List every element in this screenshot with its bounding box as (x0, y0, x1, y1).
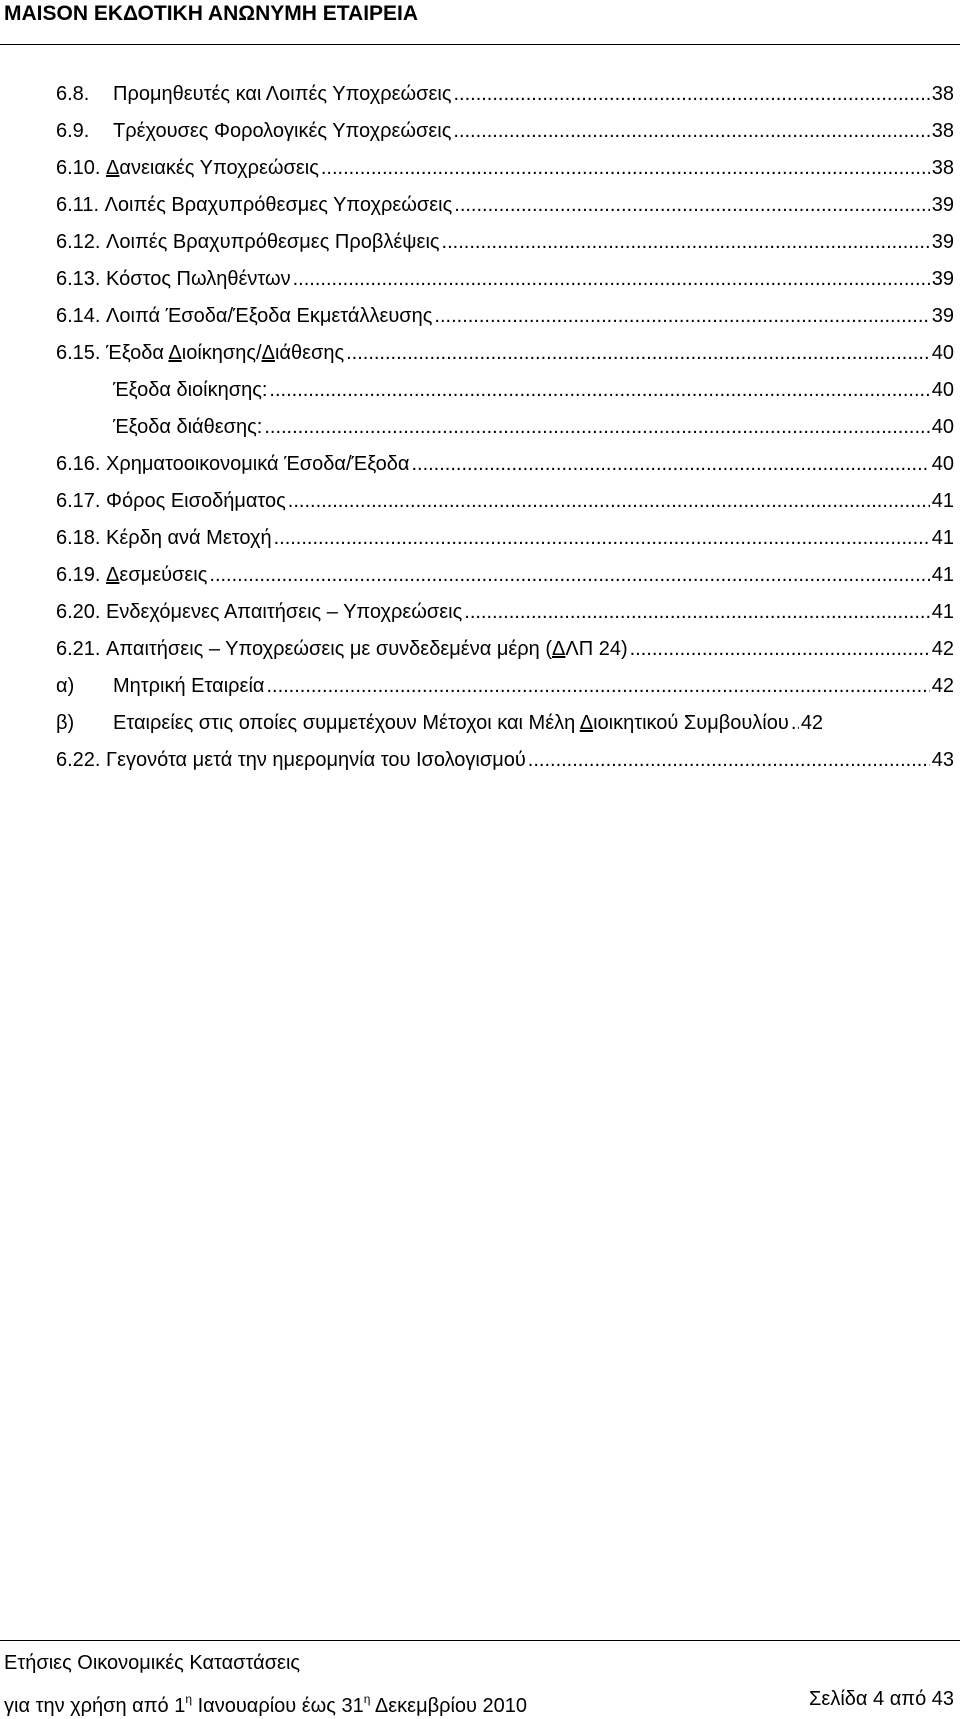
dot-leader (264, 409, 929, 446)
dot-leader (630, 631, 930, 668)
toc-entry[interactable] (56, 187, 954, 224)
toc-entry-title-part: ιοικητικού Συμβουλίου (593, 712, 789, 734)
toc-entry-title: Κέρδη ανά Μετοχή (106, 527, 272, 549)
dot-leader (288, 483, 930, 520)
toc-entry-title: Προμηθευτές και Λοιπές Υποχρεώσεις (113, 83, 452, 105)
toc-entry-number: 6.15. (56, 342, 107, 364)
toc-entry-number: 6.14. (56, 305, 107, 327)
toc-entry[interactable] (56, 76, 954, 113)
toc-entry-number: α) (56, 675, 75, 697)
toc-entry[interactable] (56, 335, 954, 372)
dot-leader (274, 520, 930, 557)
footer-report-title: Ετήσιες Οικονομικές Καταστάσεις (4, 1652, 301, 1674)
toc-entry[interactable] (56, 224, 954, 261)
dot-leader (411, 446, 929, 483)
toc-entry-page: 41 (931, 601, 954, 623)
company-name: MAISON ΕΚΔΟΤΙΚΗ ΑΝΩΝΥΜΗ ΕΤΑΙΡΕΙΑ (4, 2, 419, 25)
toc-entry-number: 6.13. (56, 268, 107, 290)
toc-entry-number: 6.10. (56, 157, 107, 179)
toc-entry-page: 42 (931, 638, 954, 660)
underlined-letter: Δ (261, 342, 275, 364)
underlined-letter: Δ (168, 342, 182, 364)
toc-entry-title (106, 150, 319, 187)
page-footer (0, 1640, 960, 1717)
toc-entry-title: Λοιπές Βραχυπρόθεσμες Προβλέψεις (106, 231, 440, 253)
toc-entry[interactable] (56, 261, 954, 298)
toc-entry[interactable] (56, 113, 954, 150)
dot-leader (442, 224, 930, 261)
dot-leader (293, 261, 930, 298)
toc-entry-page: 40 (931, 416, 954, 438)
toc-entry-title: Έξοδα διοίκησης: (113, 379, 268, 401)
dot-leader (209, 557, 929, 594)
dot-leader (346, 335, 930, 372)
toc-entry-page: 39 (931, 194, 954, 216)
dot-leader (464, 594, 929, 631)
footer-period-part: Δεκεμβρίου 2010 (370, 1695, 528, 1717)
toc-entry-title: Γεγονότα μετά την ημερομηνία του Ισολογισμού (106, 749, 526, 771)
toc-entry-number: 6.9. (56, 120, 90, 142)
toc-entry-page: 42 (800, 712, 824, 734)
toc-entry-title-part: Εταιρείες στις οποίες συμμετέχουν Μέτοχοι και Μέλη (113, 712, 580, 734)
toc-entry-title (113, 705, 789, 742)
toc-entry[interactable] (56, 409, 954, 446)
toc-entry[interactable] (56, 520, 954, 557)
toc-entry-title: Κόστος Πωληθέντων (106, 268, 291, 290)
toc-entry-page: 41 (931, 527, 954, 549)
toc-entry-title: Μητρική Εταιρεία (113, 675, 265, 697)
toc-entry-page: 39 (931, 268, 954, 290)
footer-period-part: Ιανουαρίου έως 31 (192, 1695, 364, 1717)
toc-entry-number: 6.16. (56, 453, 107, 475)
dot-leader (453, 76, 929, 113)
toc-entry-page: 42 (931, 675, 954, 697)
toc-entry-number: β) (56, 712, 75, 734)
toc-entry[interactable] (56, 594, 954, 631)
toc-entry-title (106, 557, 207, 594)
underlined-letter: Δ (579, 712, 594, 734)
toc-entry-title: Χρηματοοικονομικά Έσοδα/Έξοδα (106, 453, 410, 475)
dot-leader (266, 668, 929, 705)
toc-entry-page: 40 (931, 379, 954, 401)
toc-entry-title (106, 335, 344, 372)
toc-entry-page: 38 (931, 157, 954, 179)
toc-entry[interactable] (56, 631, 954, 668)
underlined-letter: Δ (106, 564, 120, 586)
page-number: Σελίδα 4 από 43 (809, 1688, 954, 1710)
toc-entry-title: Τρέχουσες Φορολογικές Υποχρεώσεις (113, 120, 452, 142)
toc-entry-number: 6.22. (56, 749, 107, 771)
toc-entry-title: Έξοδα διάθεσης: (113, 416, 263, 438)
toc-entry[interactable] (56, 705, 954, 742)
toc-entry-title-rest: εσμεύσεις (119, 564, 208, 586)
toc-entry-title: Λοιπές Βραχυπρόθεσμες Υποχρεώσεις (104, 194, 453, 216)
dot-leader (528, 742, 930, 779)
toc-entry-number: 6.17. (56, 490, 107, 512)
toc-entry-title-part: ΛΠ 24) (565, 638, 628, 660)
toc-entry-title-rest: ανειακές Υποχρεώσεις (119, 157, 319, 179)
toc-entry-title-part: Έξοδα (106, 342, 169, 364)
toc-entry[interactable] (56, 150, 954, 187)
toc-entry-page: 41 (931, 564, 954, 586)
footer-period (4, 1687, 527, 1718)
superscript: η (363, 1692, 371, 1706)
dot-leader (454, 187, 929, 224)
toc-entry-title-part: ιοίκησης/ (181, 342, 262, 364)
toc-entry-page: 43 (931, 749, 954, 771)
underlined-letter: Δ (551, 638, 566, 660)
toc-entry-title (106, 631, 628, 668)
toc-entry[interactable] (56, 372, 954, 409)
dot-leader (791, 705, 799, 742)
superscript: η (185, 1692, 193, 1706)
toc-entry[interactable] (56, 668, 954, 705)
dot-leader (321, 150, 930, 187)
footer-period-part: για την χρήση από 1 (4, 1695, 186, 1717)
toc-entry-number: 6.11. (56, 194, 105, 216)
underlined-letter: Δ (106, 157, 120, 179)
dot-leader (269, 372, 929, 409)
toc-entry-title-part: Απαιτήσεις – Υποχρεώσεις με συνδεδεμένα μέρη ( (106, 638, 552, 660)
toc-entry-page: 39 (931, 305, 954, 327)
toc-entry[interactable] (56, 742, 954, 779)
toc-entry-page: 41 (931, 490, 954, 512)
toc-entry-number: 6.21. (56, 638, 107, 660)
toc-entry-number: 6.19. (56, 564, 107, 586)
toc-entry-title: Φόρος Εισοδήματος (106, 490, 286, 512)
toc-entry-page: 38 (931, 120, 954, 142)
toc-entry-page: 38 (931, 83, 954, 105)
toc-entry-number: 6.12. (56, 231, 107, 253)
toc-entry-number: 6.20. (56, 601, 107, 623)
toc-entry[interactable] (56, 557, 954, 594)
dot-leader (453, 113, 929, 150)
toc-entry[interactable] (56, 483, 954, 520)
toc-entry[interactable] (56, 446, 954, 483)
table-of-contents (56, 76, 954, 779)
toc-entry-number: 6.8. (56, 83, 90, 105)
toc-entry-page: 40 (931, 453, 954, 475)
toc-entry-title: Λοιπά Έσοδα/Έξοδα Εκμετάλλευσης (106, 305, 433, 327)
page-header (0, 0, 960, 45)
toc-entry-page: 40 (931, 342, 954, 364)
toc-entry-title-part: ιάθεσης (274, 342, 345, 364)
toc-entry-title: Ενδεχόμενες Απαιτήσεις – Υποχρεώσεις (106, 601, 463, 623)
dot-leader (434, 298, 929, 335)
toc-entry[interactable] (56, 298, 954, 335)
toc-entry-number: 6.18. (56, 527, 107, 549)
toc-entry-page: 39 (931, 231, 954, 253)
